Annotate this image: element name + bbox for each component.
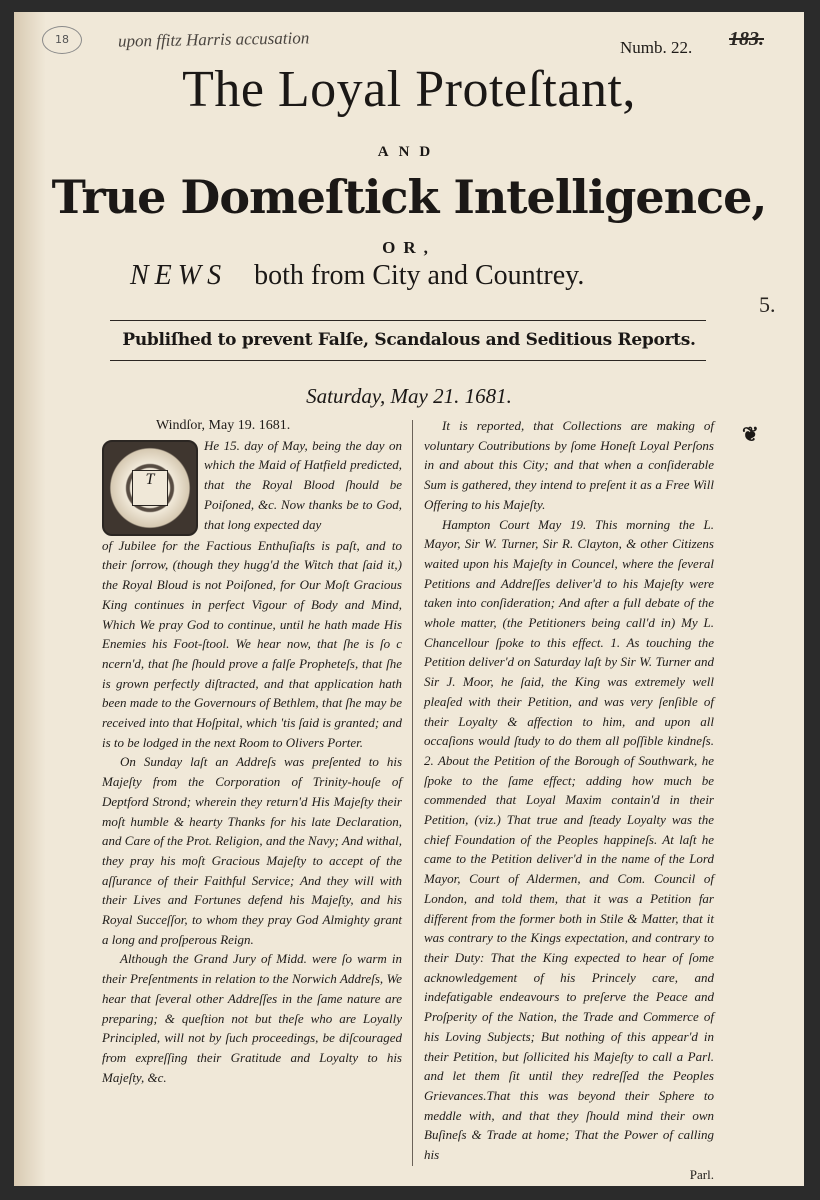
left-column <box>102 416 402 1087</box>
masthead-news-line <box>130 260 584 292</box>
bottom-rule <box>110 360 706 361</box>
masthead-title: The Loyal Proteſtant, <box>182 61 636 118</box>
masthead-and: AND <box>377 144 441 160</box>
initial-letter: T <box>132 470 168 506</box>
paragraph-2: On Sunday laſt an Addreſs was preſented to his Majeſty from the Corporation of Trinity-houſe of Deptford Strond; wherein they return'd His Majeſty their moſt humble & hearty Thanks for his late Declaration, and Care of the Prot. Religion, and the Navy; And withal, they pray his moſt Gracious Majeſty to accept of the aſſurance of their Faithful Service; And they will with their Lives and Fortunes defend his Majeſty, and his Royal Succeſſor, to whom they pray God Almighty grant a long and proſperous Reign. <box>102 754 402 947</box>
masthead-or: OR, <box>382 238 436 257</box>
news-word: NEWS <box>130 260 228 291</box>
newspaper-page <box>14 12 804 1186</box>
paragraph-1-rest: of Jubilee for the Factious Enthuſiaſts is paſt, and to their ſorrow, (though they hugg'd the Witch that ſaid it,) the Royal Bloud is not Poiſoned, for Our Moſt Gracious King continues in perfect Vigour of Body and Mind, Which We pray God to continue, until he hath made His Enemies his Foot-ſtool. We hear now, that ſhe is ſo c ncern'd, that ſhe ſhould prove a falſe Propheteſs, that ſhe is grown perfectly diſtracted, and that application hath been made to the Governours of Bethlem, that ſhe may be received into that Hoſpital, which 'tis ſaid is granted; and is to be lodged in the next Room to Olivers Porter. <box>102 537 402 750</box>
handwritten-number: 183. <box>729 28 764 50</box>
issue-number: Numb. 22. <box>620 38 693 57</box>
folio-stamp: 18 <box>42 26 82 54</box>
right-paragraph-1: It is reported, that Collections are making of voluntary Coutributions by ſome Honeſt Loyal Perſons in and about this City; and that when a conſiderable Sum is gathered, they intend to preſent it as a Free Will Offering to his Majeſty. <box>424 418 714 512</box>
margin-number: 5. <box>759 292 776 317</box>
right-paragraph-2: Hampton Court May 19. This morning the L. Mayor, Sir W. Turner, Sir R. Clayton, & other Citizens waited upon his Majeſty in Councel, where the ſeveral Petitions and Addreſſes deliver'd to his Majeſty were taken into conſideration; And after a full debate of the whole matter, (the Petitioners being call'd in) My L. Chancellour ſpoke to this effect. 1. As touching the Petition deliver'd on Saturday laſt by Sir W. Turner and Sir J. Moor, he ſaid, the King was extremely well pleaſed with their Petition, and was very ſenſible of their Loyalty & affection to him, and upon all occaſions would ſtudy to do them all poſſible kindneſs. 2. About the Petition of the Borough of Southwark, he ſpoke to the ſame effect; adding how much be commended that Loyal Maxim contain'd in their Petition, (viz.) That true and ſteady Loyalty was the chief Foundation of the Peoples happineſs. At laſt he came to the Petition deliver'd in the name of the Lord Mayor, Court of Aldermen, and Com. Council of London, and told them, that it was a Petition far different from the former both in Stile & Matter, that it was contrary to the Kings expectation, and contrary to their Duty: That the King expected to hear of ſome acknowledgement of his Princely care, and indefatigable endeavours to preſerve the Peace and Proſperity of the Nation, the Trade and Commerce of his Loving Subjects; But nothing of this appear'd in their Petition, but ſollicited his Majeſty to call a Parl. and let them ſit until they redreſſed the Peoples Grievances.That this was beyond their Sphere to meddle with, and that they ſhould mind their own Buſineſs & Trade at home; That the Power of calling his <box>424 516 714 1163</box>
published-line: Publiſhed to prevent Falſe, Scandalous and Seditious Reports. <box>122 330 696 350</box>
paragraph-3: Although the Grand Jury of Midd. were ſo warm in their Preſentments in relation to the Norwich Addreſs, We hear that ſeveral other Addreſſes in the ſame nature are preparing; & queſtion not but theſe who are Loyally Principled, will not by ſuch proceedings, be diſcouraged from expreſſing their Gratitude and Loyalty to his Majeſty, &c. <box>102 951 402 1085</box>
dateline: Saturday, May 21. 1681. <box>306 384 512 408</box>
top-rule <box>110 320 706 321</box>
ornamental-initial <box>102 440 198 536</box>
article-heading: Windſor, May 19. 1681. <box>156 418 291 433</box>
right-column <box>424 416 714 1184</box>
dropcap-paragraph <box>102 436 402 536</box>
handwritten-note: upon ffitz Harris accusation <box>117 28 310 51</box>
column-divider <box>412 420 413 1166</box>
paragraph-opening: He 15. day of May, being the day on which the Maid of Hatfield predicted, that the Royal Blood ſhould be Poiſoned, &c. Now thanks be to God, that long expected day <box>204 437 402 532</box>
catchword: Parl. <box>689 1166 714 1182</box>
masthead-subtitle: True Domeſtick Intelligence, <box>51 170 767 224</box>
margin-mark: ❦ <box>742 424 759 446</box>
news-rest: both from City and Countrey. <box>254 260 585 291</box>
